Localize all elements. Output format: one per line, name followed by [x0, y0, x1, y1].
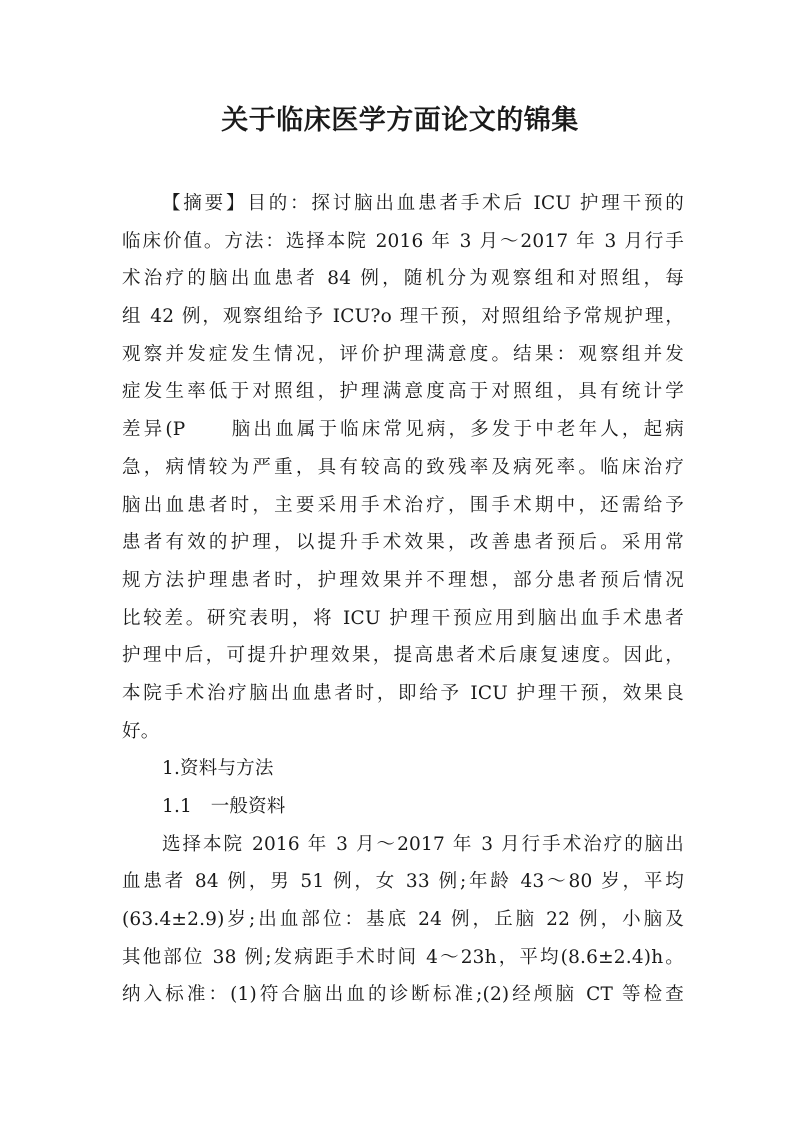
- section-heading: 1.资料与方法: [162, 758, 274, 780]
- paragraph-line: 血患者 84 例，男 51 例，女 33 例;年龄 43～80 岁，平均: [122, 871, 684, 893]
- document-title: 关于临床医学方面论文的锦集: [221, 105, 579, 136]
- abstract-line: 患者有效的护理，以提升手术效果，改善患者预后。采用常: [122, 532, 684, 554]
- abstract-line: 好。: [122, 720, 160, 742]
- subsection-heading: 1.1 一般资料: [162, 796, 286, 817]
- abstract-line: 观察并发症发生情况，评价护理满意度。结果：观察组并发: [122, 343, 684, 365]
- abstract-line: 急，病情较为严重，具有较高的致残率及病死率。临床治疗: [122, 456, 684, 478]
- abstract-line: 脑出血患者时，主要采用手术治疗，围手术期中，还需给予: [122, 494, 684, 516]
- abstract-line: 【摘要】目的：探讨脑出血患者手术后 ICU 护理干预的: [162, 193, 684, 214]
- abstract-line: 比较差。研究表明，将 ICU 护理干预应用到脑出血手术患者: [122, 607, 684, 629]
- abstract-line: 本院手术治疗脑出血患者时，即给予 ICU 护理干预，效果良: [122, 682, 684, 704]
- paragraph-line: (63.4±2.9)岁;出血部位：基底 24 例，丘脑 22 例，小脑及: [122, 909, 684, 931]
- paragraph-line: 其他部位 38 例;发病距手术时间 4～23h，平均(8.6±2.4)h。: [122, 946, 684, 968]
- paragraph-line: 纳入标准：(1)符合脑出血的诊断标准;(2)经颅脑 CT 等检查: [122, 984, 684, 1006]
- abstract-line: 护理中后，可提升护理效果，提高患者术后康复速度。因此，: [122, 645, 684, 667]
- abstract-line: 临床价值。方法：选择本院 2016 年 3 月～2017 年 3 月行手: [122, 230, 684, 252]
- document-body: [122, 185, 684, 1014]
- abstract-line: 规方法护理患者时，护理效果并不理想，部分患者预后情况: [122, 569, 684, 591]
- abstract-line: 症发生率低于对照组，护理满意度高于对照组，具有统计学: [122, 381, 684, 403]
- abstract-line: 差异(P 脑出血属于临床常见病，多发于中老年人，起病: [122, 419, 684, 441]
- abstract-line: 术治疗的脑出血患者 84 例，随机分为观察组和对照组，每: [122, 268, 684, 290]
- abstract-line: 组 42 例，观察组给予 ICU?o 理干预，对照组给予常规护理，: [122, 306, 684, 328]
- paragraph-line: 选择本院 2016 年 3 月～2017 年 3 月行手术治疗的脑出: [162, 833, 684, 855]
